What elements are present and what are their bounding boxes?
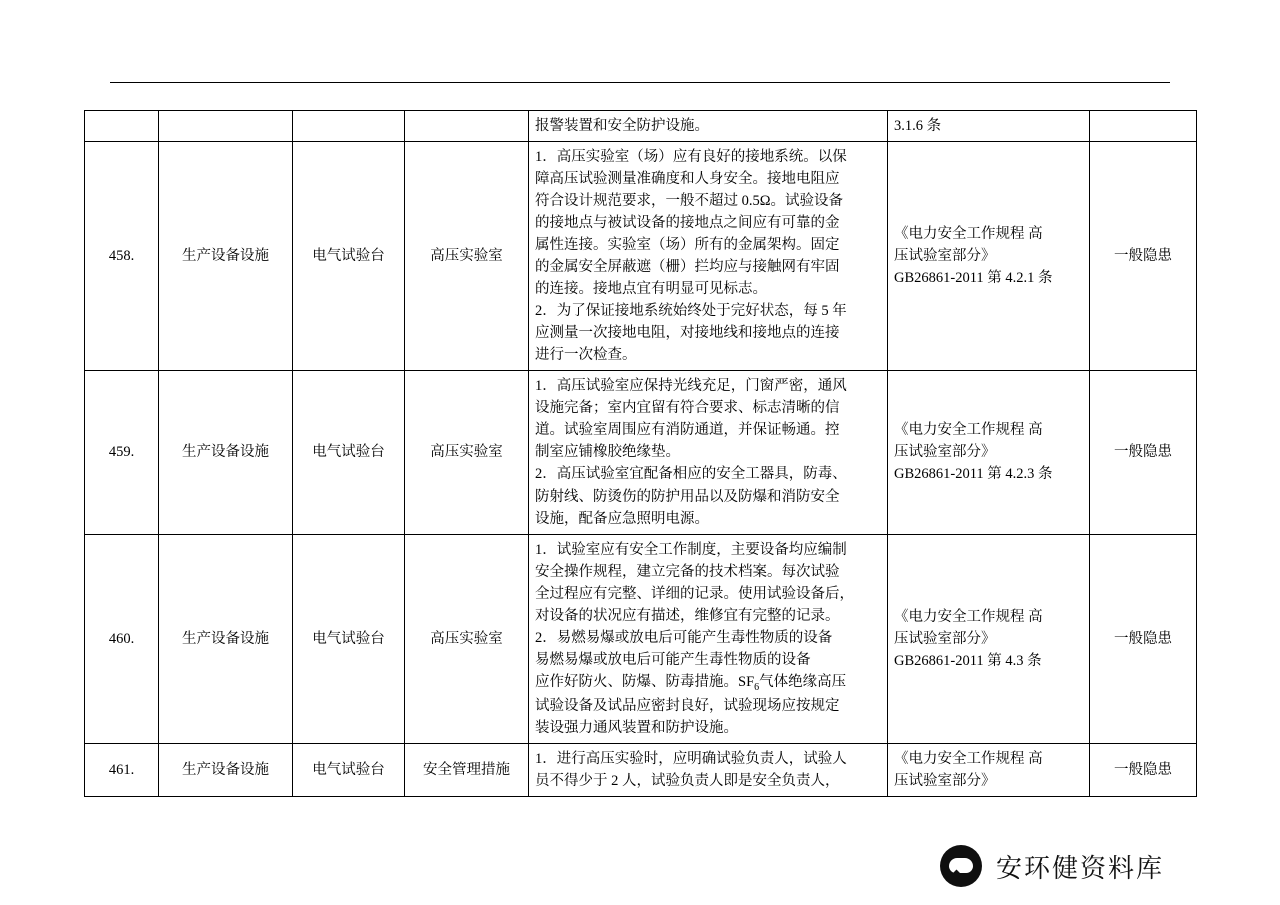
desc-line: 障高压试验测量准确度和人身安全。接地电阻应 (535, 171, 840, 188)
desc-line: 2．高压试验室宜配备相应的安全工器具，防毒、 (535, 466, 847, 483)
table-row (85, 371, 1197, 534)
cell-subcategory: 电气试验台 (293, 371, 405, 534)
ref-line: 《电力安全工作规程 高 (894, 750, 1043, 767)
desc-line: 属性连接。实验室（场）所有的金属架构。固定 (535, 237, 840, 254)
cell-reference (888, 142, 1090, 371)
desc-line: 对设备的状况应有描述，维修宜有完整的记录。 (535, 607, 840, 624)
desc-line: 1．试验室应有安全工作制度，主要设备均应编制 (535, 541, 847, 558)
cell-description (529, 111, 888, 142)
ref-line: 《电力安全工作规程 高 (894, 608, 1043, 625)
cell-reference (888, 111, 1090, 142)
desc-line: 安全操作规程，建立完备的技术档案。每次试验 (535, 563, 840, 580)
cell-description (529, 534, 888, 743)
desc-line: 应测量一次接地电阻，对接地线和接地点的连接 (535, 325, 840, 342)
cell-no: 459. (85, 371, 159, 534)
hazard-table (84, 110, 1197, 797)
desc-line: 报警装置和安全防护设施。 (535, 118, 709, 134)
ref-line: 压试验室部分》 (894, 630, 996, 647)
desc-line: 1．进行高压实验时，应明确试验负责人，试验人 (535, 750, 847, 767)
desc-line: 1．高压试验室应保持光线充足，门窗严密，通风 (535, 378, 847, 395)
desc-line: 员不得少于 2 人，试验负责人即是安全负责人， (535, 772, 840, 789)
ref-line: GB26861-2011 第 4.3 条 (894, 652, 1042, 669)
desc-line: 防射线、防烫伤的防护用品以及防爆和消防安全 (535, 488, 840, 505)
desc-line: 制室应铺橡胶绝缘垫。 (535, 444, 680, 461)
table-row (85, 111, 1197, 142)
cell-place: 高压实验室 (405, 534, 529, 743)
desc-line: 设施，配备应急照明电源。 (535, 510, 709, 527)
cell-reference (888, 371, 1090, 534)
cell-no: 458. (85, 142, 159, 371)
table-row (85, 142, 1197, 371)
watermark (940, 838, 1240, 894)
desc-line: 全过程应有完整、详细的记录。使用试验设备后， (535, 585, 854, 602)
cell-place: 安全管理措施 (405, 743, 529, 796)
cell-description (529, 371, 888, 534)
cell-level: 一般隐患 (1090, 534, 1197, 743)
wechat-logo-icon (940, 845, 982, 887)
cell-place: 高压实验室 (405, 371, 529, 534)
ref-line: 压试验室部分》 (894, 248, 996, 265)
header-rule (110, 82, 1170, 83)
desc-line: 试验设备及试品应密封良好，试验现场应按规定 (535, 697, 840, 714)
desc-line: 1．高压实验室（场）应有良好的接地系统。以保 (535, 149, 847, 166)
desc-line: 进行一次检查。 (535, 347, 637, 364)
cell-reference (888, 534, 1090, 743)
desc-line: 易燃易爆或放电后可能产生毒性物质的设备 (535, 651, 811, 668)
cell-category: 生产设备设施 (159, 534, 293, 743)
desc-line: 的连接。接地点宜有明显可见标志。 (535, 281, 767, 298)
cell-subcategory (293, 111, 405, 142)
ref-line: GB26861-2011 第 4.2.1 条 (894, 270, 1053, 287)
cell-category (159, 111, 293, 142)
table-row (85, 743, 1197, 796)
desc-line: 的接地点与被试设备的接地点之间应有可靠的金 (535, 215, 840, 232)
cell-level: 一般隐患 (1090, 743, 1197, 796)
ref-line: 《电力安全工作规程 高 (894, 422, 1043, 439)
desc-line: 道。试验室周围应有消防通道，并保证畅通。控 (535, 422, 840, 439)
cell-place (405, 111, 529, 142)
desc-line: 应作好防火、防爆、防毒措施。$SF_6$气体绝缘高压 (535, 673, 847, 693)
ref-line: GB26861-2011 第 4.2.3 条 (894, 466, 1053, 483)
cell-subcategory: 电气试验台 (293, 743, 405, 796)
desc-line: 的金属安全屏蔽遮（栅）拦均应与接触网有牢固 (535, 259, 840, 276)
cell-subcategory: 电气试验台 (293, 534, 405, 743)
cell-description (529, 743, 888, 796)
table-row (85, 534, 1197, 743)
cell-level (1090, 111, 1197, 142)
ref-line: 《电力安全工作规程 高 (894, 226, 1043, 243)
watermark-text: 安环健资料库 (996, 852, 1165, 883)
cell-level: 一般隐患 (1090, 142, 1197, 371)
ref-line: 3.1.6 条 (894, 118, 942, 134)
cell-subcategory: 电气试验台 (293, 142, 405, 371)
desc-line: 设施完备；室内宜留有符合要求、标志清晰的信 (535, 400, 840, 417)
ref-line: 压试验室部分》 (894, 772, 996, 789)
table-container (84, 110, 1196, 797)
cell-category: 生产设备设施 (159, 142, 293, 371)
cell-category: 生产设备设施 (159, 743, 293, 796)
cell-no: 460. (85, 534, 159, 743)
cell-category: 生产设备设施 (159, 371, 293, 534)
desc-line: 2．易燃易爆或放电后可能产生毒性物质的设备 (535, 629, 833, 646)
cell-place: 高压实验室 (405, 142, 529, 371)
cell-level: 一般隐患 (1090, 371, 1197, 534)
cell-description (529, 142, 888, 371)
desc-line: 装设强力通风装置和防护设施。 (535, 719, 738, 736)
desc-line: 符合设计规范要求，一般不超过 0.5Ω。试验设备 (535, 193, 844, 210)
cell-no (85, 111, 159, 142)
desc-line: 2．为了保证接地系统始终处于完好状态，每 5 年 (535, 303, 847, 320)
ref-line: 压试验室部分》 (894, 444, 996, 461)
cell-reference (888, 743, 1090, 796)
cell-no: 461. (85, 743, 159, 796)
